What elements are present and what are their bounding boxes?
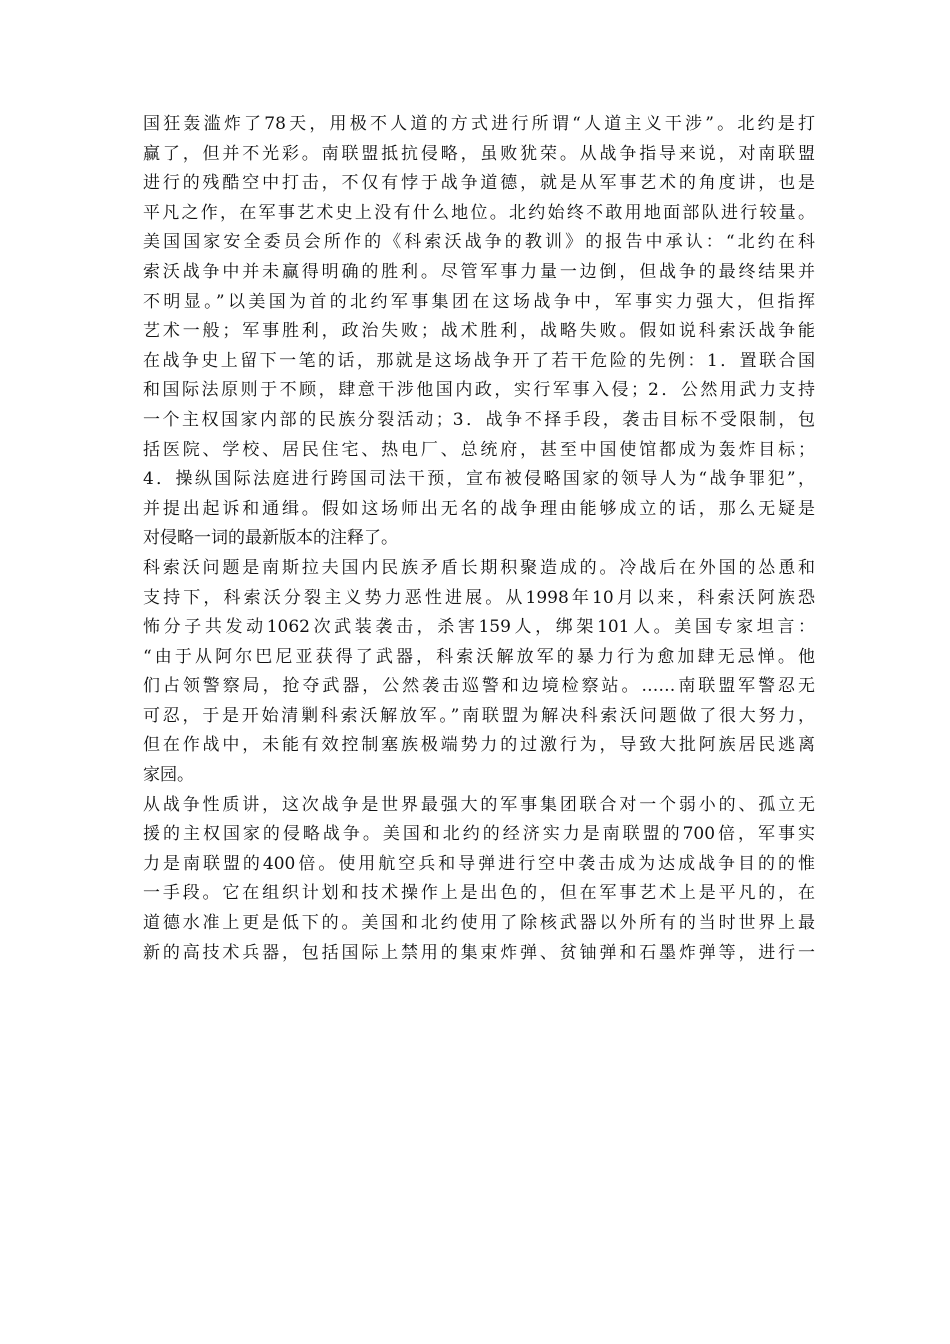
text-line: 美国国家安全委员会所作的《科索沃战争的教训》的报告中承认：“北约在科 [143, 232, 815, 253]
text-line: 进行的残酷空中打击，不仅有悖于战争道德，就是从军事艺术的角度讲，也是 [143, 173, 815, 194]
text-line: 并提出起诉和通缉。假如这场师出无名的战争理由能够成立的话，那么无疑是 [143, 498, 815, 519]
text-line: 一手段。它在组织计划和技术操作上是出色的，但在军事艺术上是平凡的，在 [143, 883, 815, 904]
body-text [143, 110, 815, 968]
text-line: 括医院、学校、居民住宅、热电厂、总统府，甚至中国使馆都成为轰炸目标； [143, 439, 815, 460]
text-line: 不明显。”以美国为首的北约军事集团在这场战争中，军事实力强大，但指挥 [143, 291, 815, 312]
text-line: 怖分子共发动1062次武装袭击，杀害159人，绑架101人。美国专家坦言： [143, 617, 815, 638]
text-line: 可忍，于是开始清剿科索沃解放军。”南联盟为解决科索沃问题做了很大努力， [143, 705, 815, 726]
text-line: “由于从阿尔巴尼亚获得了武器，科索沃解放军的暴力行为愈加肆无忌惮。他 [143, 646, 815, 667]
text-line: 一个主权国家内部的民族分裂活动；3．战争不择手段，袭击目标不受限制，包 [143, 409, 815, 430]
text-line: 新的高技术兵器，包括国际上禁用的集束炸弹、贫铀弹和石墨炸弹等，进行一 [143, 942, 815, 963]
text-line: 艺术一般；军事胜利，政治失败；战术胜利，战略失败。假如说科索沃战争能 [143, 321, 815, 342]
text-line: 和国际法原则于不顾，肆意干涉他国内政，实行军事入侵；2．公然用武力支持 [143, 380, 815, 401]
text-line: 索沃战争中并未赢得明确的胜利。尽管军事力量一边倒，但战争的最终结果并 [143, 261, 815, 282]
text-line: 力是南联盟的400倍。使用航空兵和导弹进行空中袭击成为达成战争目的的惟 [143, 853, 815, 874]
text-line: 4．操纵国际法庭进行跨国司法干预，宣布被侵略国家的领导人为“战争罪犯”， [143, 469, 815, 490]
text-line: 从战争性质讲，这次战争是世界最强大的军事集团联合对一个弱小的、孤立无 [143, 794, 815, 815]
text-line: 平凡之作，在军事艺术史上没有什么地位。北约始终不敢用地面部队进行较量。 [143, 202, 815, 223]
text-line: 国狂轰滥炸了78天，用极不人道的方式进行所谓“人道主义干涉”。北约是打 [143, 114, 815, 134]
text-line: 在战争史上留下一笔的话，那就是这场战争开了若干危险的先例：1．置联合国 [143, 350, 815, 371]
text-line: 但在作战中，未能有效控制塞族极端势力的过激行为，导致大批阿族居民逃离 [143, 735, 815, 756]
text-line: 道德水准上更是低下的。美国和北约使用了除核武器以外所有的当时世界上最 [143, 913, 815, 934]
text-line: 对侵略一词的最新版本的注释了。 [143, 528, 398, 549]
text-line: 们占领警察局，抢夺武器，公然袭击巡警和边境检察站。……南联盟军警忍无 [143, 676, 815, 697]
text-line: 赢了，但并不光彩。南联盟抵抗侵略，虽败犹荣。从战争指导来说，对南联盟 [143, 143, 815, 164]
text-line: 家园。 [143, 765, 194, 786]
text-line: 援的主权国家的侵略战争。美国和北约的经济实力是南联盟的700倍，军事实 [143, 824, 815, 845]
text-line: 科索沃问题是南斯拉夫国内民族矛盾长期积聚造成的。冷战后在外国的怂恿和 [143, 557, 815, 578]
text-line: 支持下，科索沃分裂主义势力恶性进展。从1998年10月以来，科索沃阿族恐 [143, 587, 815, 608]
